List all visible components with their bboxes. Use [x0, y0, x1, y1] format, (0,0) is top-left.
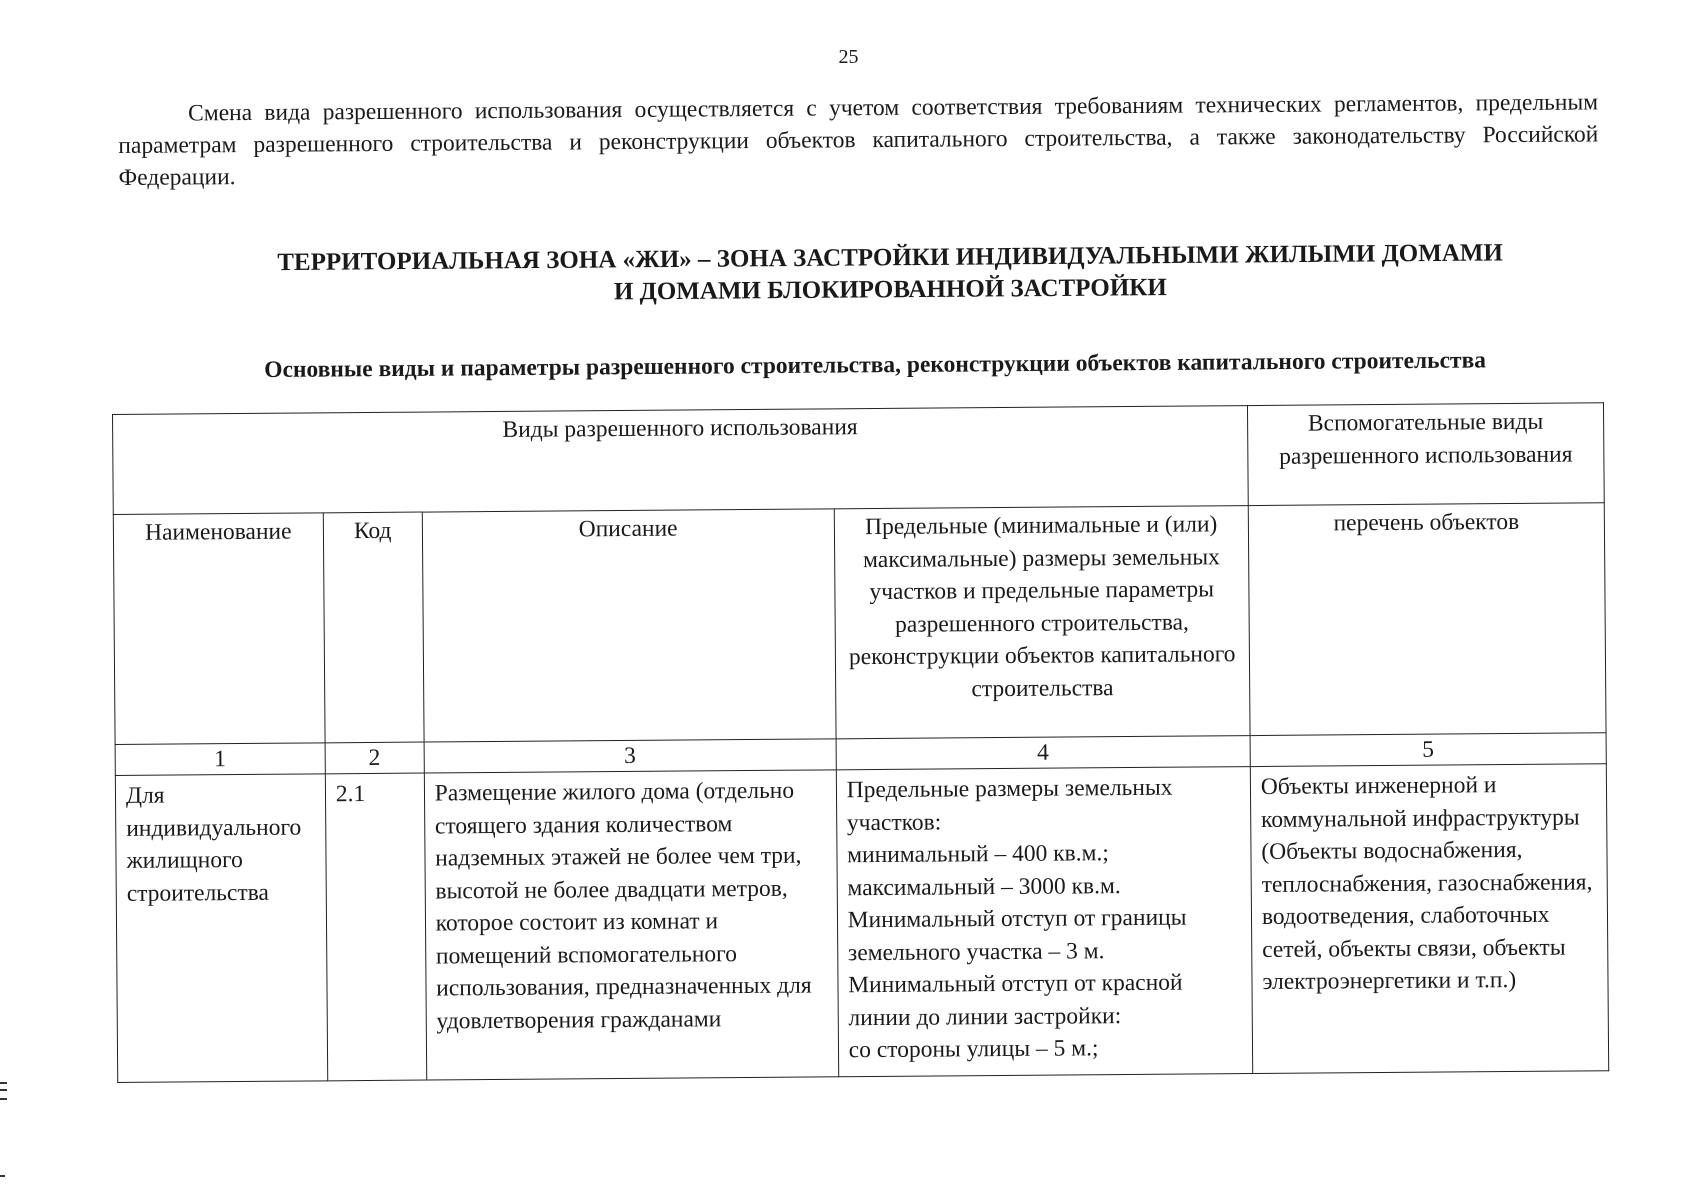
- limits-line: Минимальный отступ от границы земельного участка – 3 м.: [847, 904, 1187, 966]
- limits-line: Минимальный отступ от красной линии до линии застройки:: [848, 969, 1183, 1031]
- row-aux-objects-cell: Объекты инженерной и коммунальной инфраструктуры (Объекты водоснабжения, теплоснабжения, газоснабжения, водоотведения, слаботочных сетей, объекты связи, объекты электроэнергетики и т.п.): [1250, 764, 1608, 1074]
- column-number: 1: [115, 743, 325, 776]
- column-number: 4: [836, 736, 1250, 770]
- column-header-code: Код: [323, 512, 424, 743]
- row-limits-cell: [836, 767, 1253, 1077]
- column-header-limits: Предельные (минимальные и (или) максимальные) размеры земельных участков и предельные параметры разрешенного строительства, реконструкции объектов капитального строительства: [834, 506, 1250, 739]
- limits-line: максимальный – 3000 кв.м.: [847, 872, 1121, 901]
- zone-title-line-1: ТЕРРИТОРИАЛЬНАЯ ЗОНА «ЖИ» – ЗОНА ЗАСТРОЙКИ ИНДИВИДУАЛЬНЫМИ ЖИЛЫМИ ДОМАМИ: [277, 239, 1503, 277]
- scan-edge-dot: [0, 1175, 5, 1177]
- header-aux-cell: Вспомогательные виды разрешенного использования: [1247, 403, 1604, 506]
- column-header-objects: перечень объектов: [1248, 503, 1606, 736]
- limits-line: Предельные размеры земельных участков:: [846, 774, 1173, 836]
- zone-title-line-2: И ДОМАМИ БЛОКИРОВАННОЙ ЗАСТРОЙКИ: [613, 274, 1167, 306]
- limits-line: со стороны улицы – 5 м.;: [848, 1035, 1099, 1064]
- page-number: 25: [838, 46, 859, 68]
- scan-edge-mark: [0, 1082, 7, 1100]
- zone-title: [160, 237, 1620, 312]
- column-number: 5: [1250, 733, 1606, 767]
- column-number: 2: [325, 742, 424, 774]
- intro-text: Смена вида разрешенного использования осуществляется с учетом соответствия требованиям технических регламентов, предельным параметрам разрешенного строительства и реконструкции объектов капитального строительства, а также законодательству Российской Федерации.: [118, 89, 1599, 191]
- table-title: Основные виды и параметры разрешенного строительства, реконструкции объектов капитального строительства: [264, 347, 1487, 384]
- row-name-cell: Для индивидуального жилищного строительства: [115, 774, 327, 1083]
- table-row: [115, 764, 1608, 1083]
- permitted-use-table: [112, 402, 1609, 1083]
- column-header-description: Описание: [422, 509, 836, 742]
- limits-line: минимальный – 400 кв.м.;: [847, 840, 1109, 869]
- table-subheader-row: [113, 503, 1606, 745]
- row-description-cell: Размещение жилого дома (отдельно стоящего здания количеством надземных этажей не более чем три, высотой не более двадцати метров, которое состоит из комнат и помещений вспомогательного использования, предназначенных для удовлетворения гражданами: [424, 770, 838, 1080]
- row-code-cell: 2.1: [325, 773, 426, 1081]
- table-header-row: [113, 403, 1605, 515]
- column-number: 3: [424, 739, 836, 773]
- header-main-cell: Виды разрешенного использования: [113, 406, 1249, 515]
- permitted-use-table-wrapper: [112, 402, 1609, 1083]
- column-header-name: Наименование: [113, 513, 325, 745]
- intro-paragraph: [118, 86, 1599, 194]
